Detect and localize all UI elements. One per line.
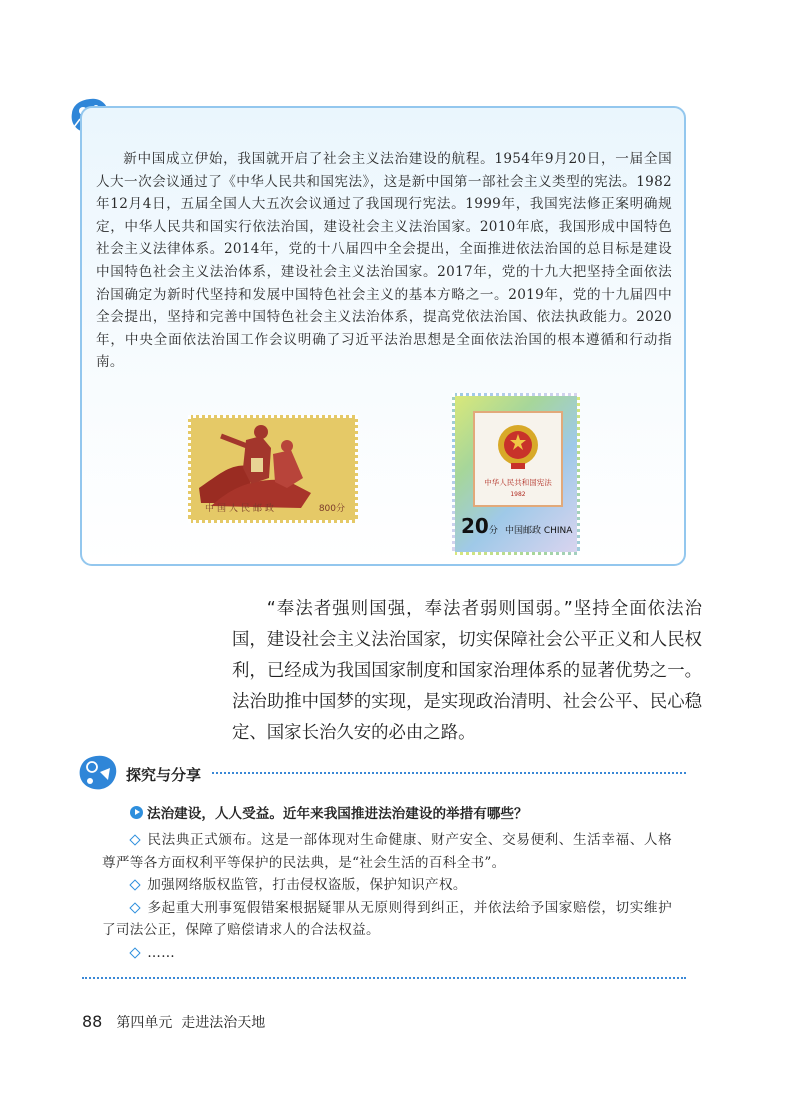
explore-list (102, 829, 672, 965)
diamond-bullet-icon (130, 880, 141, 891)
list-item (102, 942, 672, 965)
diamond-bullet-icon (130, 947, 141, 958)
diamond-bullet-icon (130, 834, 141, 845)
stamp1-value: 800分 (318, 504, 345, 514)
play-arrow-icon (130, 806, 143, 819)
stamp2-year: 1982 (510, 491, 526, 498)
explore-header-divider (212, 772, 686, 774)
explore-share-title: 探究与分享 (126, 766, 202, 784)
explore-question (130, 802, 528, 822)
constitution-stamp-panel (473, 411, 563, 507)
stamp2-country: 中国邮政 CHINA (504, 526, 573, 536)
constitution-stamp-image (452, 393, 580, 555)
founding-stamp-image (188, 415, 358, 523)
footer-unit: 第四单元 (116, 1015, 173, 1031)
diamond-bullet-icon (130, 902, 141, 913)
related-links-paragraph: 新中国成立伊始，我国就开启了社会主义法治建设的航程。1954年9月20日，一届全国人大一次会议通过了《中华人民共和国宪法》，这是新中国第一部社会主义类型的宪法。1982年12月4日，五届全国人大五次会议通过了我国现行宪法。1999年，我国宪法修正案明确规定，中华人民共和国实行依法治国，建设社会主义法治国家。2010年底，我国形成中国特色社会主义法律体系。2014年，党的十八届四中全会提出，全面推进依法治国的总目标是建设中国特色社会主义法治体系，建设社会主义法治国家。2017年，党的十九大把坚持全面依法治国确定为新时代坚持和发展中国特色社会主义的基本方略之一。2019年，党的十九届四中全会提出，坚持和完善中国特色社会主义法治体系，提高党依法治国、依法执政能力。2020年，中央全面依法治国工作会议明确了习近平法治思想是全面依法治国的根本遵循和行动指南。 (96, 151, 672, 371)
stamp2-caption: 中华人民共和国宪法 (484, 478, 552, 487)
list-item (102, 874, 672, 897)
stamp2-value-number: 20 (461, 514, 489, 538)
list-item (102, 829, 672, 874)
list-item-text: 加强网络版权监管，打击侵权盗版，保护知识产权。 (147, 877, 467, 894)
page-footer (82, 1012, 265, 1032)
national-emblem-icon (475, 417, 561, 475)
page-number: 88 (82, 1012, 103, 1031)
list-item-text: 民法典正式颁布。这是一部体现对生命健康、财产安全、交易便利、生活幸福、人格尊严等各方面权利平等保护的民法典，是“社会生活的百科全书”。 (102, 832, 672, 871)
stamp2-value-unit: 分 (488, 526, 498, 536)
stamp2-value (461, 514, 572, 538)
list-item-text: …… (147, 944, 175, 961)
main-paragraph: “奉法者强则国强，奉法者弱则国弱。”坚持全面依法治国，建设社会主义法治国家，切实保障社会公平正义和人民权利，已经成为我国国家制度和国家治理体系的显著优势之一。法治助推中国梦的实现，是实现政治清明、社会公平、民心稳定、国家长治久安的必由之路。 (232, 599, 702, 743)
explore-share-icon (78, 754, 118, 792)
explore-bottom-divider (82, 977, 686, 979)
list-item (102, 897, 672, 942)
list-item-text: 多起重大刑事冤假错案根据疑罪从无原则得到纠正，并依法给予国家赔偿，切实维护了司法公正，保障了赔偿请求人的合法权益。 (102, 899, 672, 939)
footer-unit-title: 走进法治天地 (181, 1015, 266, 1031)
stamp1-country: 中国人民邮政 (205, 504, 278, 514)
explore-question-text: 法治建设，人人受益。近年来我国推进法治建设的举措有哪些？ (147, 806, 528, 822)
